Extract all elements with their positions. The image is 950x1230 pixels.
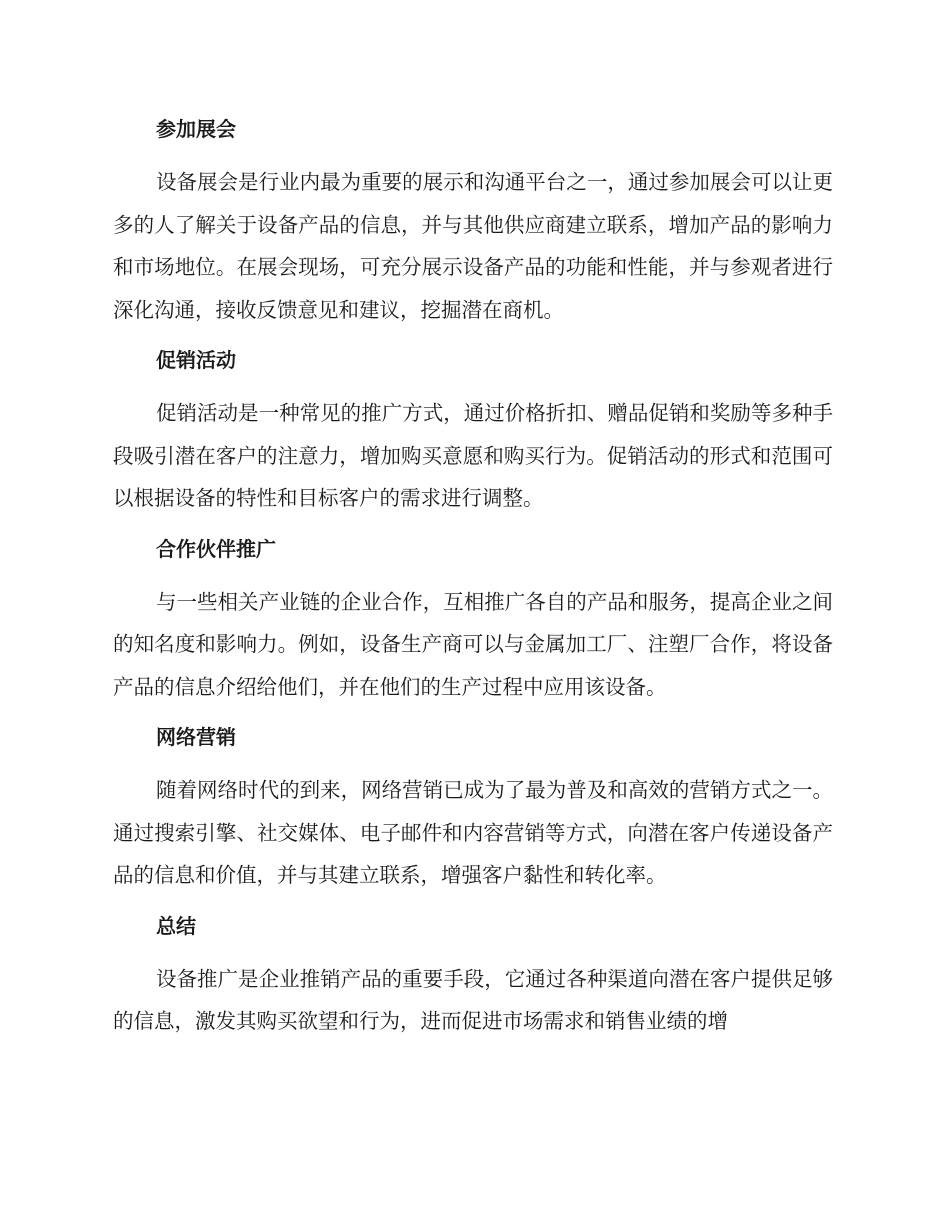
section-paragraph: 设备展会是行业内最为重要的展示和沟通平台之一，通过参加展会可以让更多的人了解关于设备产品的信息，并与其他供应商建立联系，增加产品的影响力和市场地位。在展会现场，可充分展示设备产品的功能和性能，并与参观者进行深化沟通，接收反馈意见和建议，挖掘潜在商机。 (113, 170, 833, 322)
section-paragraph: 与一些相关产业链的企业合作，互相推广各自的产品和服务，提高企业之间的知名度和影响力。例如，设备生产商可以与金属加工厂、注塑厂合作，将设备产品的信息介绍给他们，并在他们的生产过程中应用该设备。 (113, 589, 833, 699)
section-heading: 总结 (156, 913, 196, 938)
section-heading: 促销活动 (156, 348, 236, 372)
section-heading: 参加展会 (156, 117, 236, 141)
section-online-marketing (113, 718, 833, 897)
section-promotion (113, 341, 833, 520)
section-paragraph: 随着网络时代的到来，网络营销已成为了最为普及和高效的营销方式之一。通过搜索引擎、社交媒体、电子邮件和内容营销等方式，向潜在客户传递设备产品的信息和价值，并与其建立联系，增强客户黏性和转化率。 (113, 778, 833, 887)
section-partner-promotion (113, 530, 833, 709)
document-body (113, 110, 833, 1053)
section-summary (113, 907, 833, 1043)
section-paragraph: 设备推广是企业推销产品的重要手段，它通过各种渠道向潜在客户提供足够的信息，激发其购买欲望和行为，进而促进市场需求和销售业绩的增 (113, 966, 833, 1033)
section-paragraph: 促销活动是一种常见的推广方式，通过价格折扣、赠品促销和奖励等多种手段吸引潜在客户的注意力，增加购买意愿和购买行为。促销活动的形式和范围可以根据设备的特性和目标客户的需求进行调整。 (113, 401, 833, 510)
section-heading: 网络营销 (156, 725, 236, 749)
section-exhibition (113, 110, 833, 331)
section-heading: 合作伙伴推广 (156, 536, 276, 561)
